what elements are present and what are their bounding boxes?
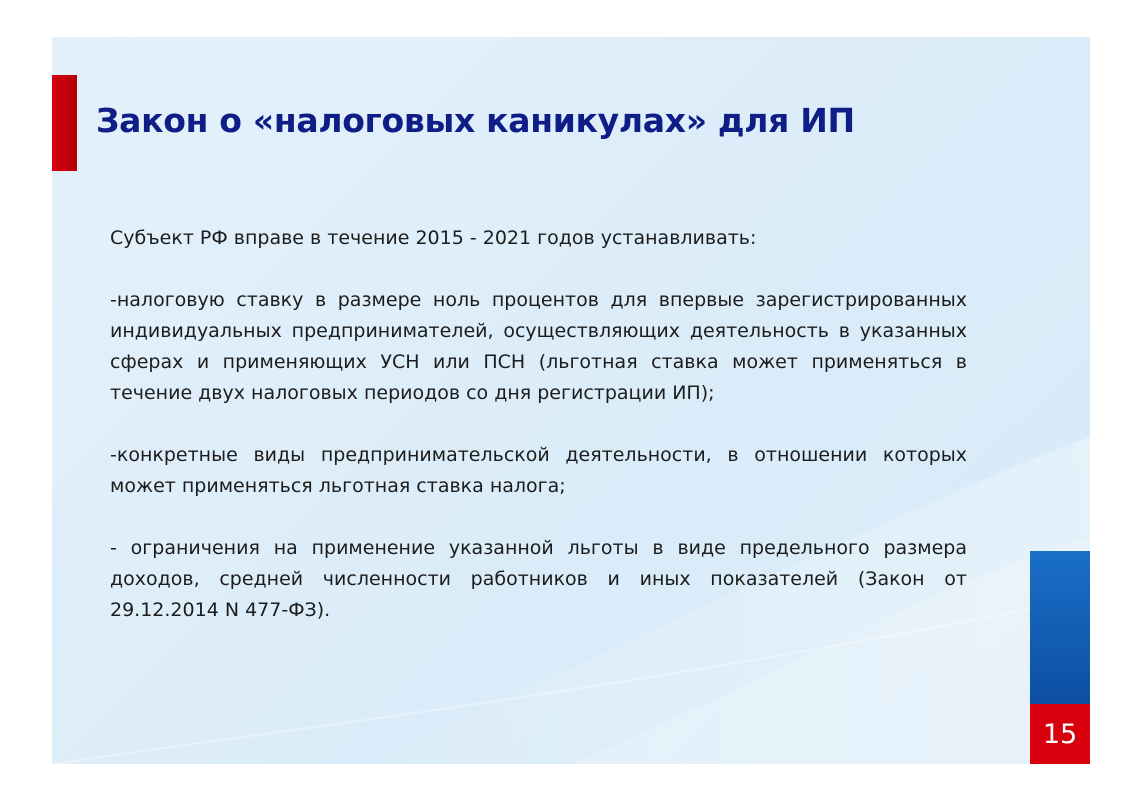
body-paragraph: - ограничения на применение указанной льготы в виде предельного размера доходов, средней численности работников и иных показателей (Закон от 29.12.2014 N 477-ФЗ).: [110, 537, 967, 621]
slide-body: [110, 223, 967, 657]
body-paragraph: -налоговую ставку в размере ноль процентов для впервые зарегистрированных индивидуальных предпринимателей, осуществляющих деятельность в указанных сферах и применяющих УСН или ПСН (льготная ставка может применяться в течение двух налоговых периодов со дня регистрации ИП);: [110, 289, 967, 404]
page-number: 15: [1042, 718, 1078, 750]
page-number-box: [1030, 704, 1090, 764]
decorative-blue-bar: [1030, 551, 1090, 704]
slide-title: Закон о «налоговых каникулах» для ИП: [96, 101, 855, 140]
title-accent-bar: [52, 75, 77, 171]
body-paragraph: -конкретные виды предпринимательской деятельности, в отношении которых может применяться льготная ставка налога;: [110, 444, 967, 497]
slide: [52, 37, 1090, 764]
body-paragraph-intro: Субъект РФ вправе в течение 2015 - 2021 годов устанавливать:: [110, 227, 757, 249]
